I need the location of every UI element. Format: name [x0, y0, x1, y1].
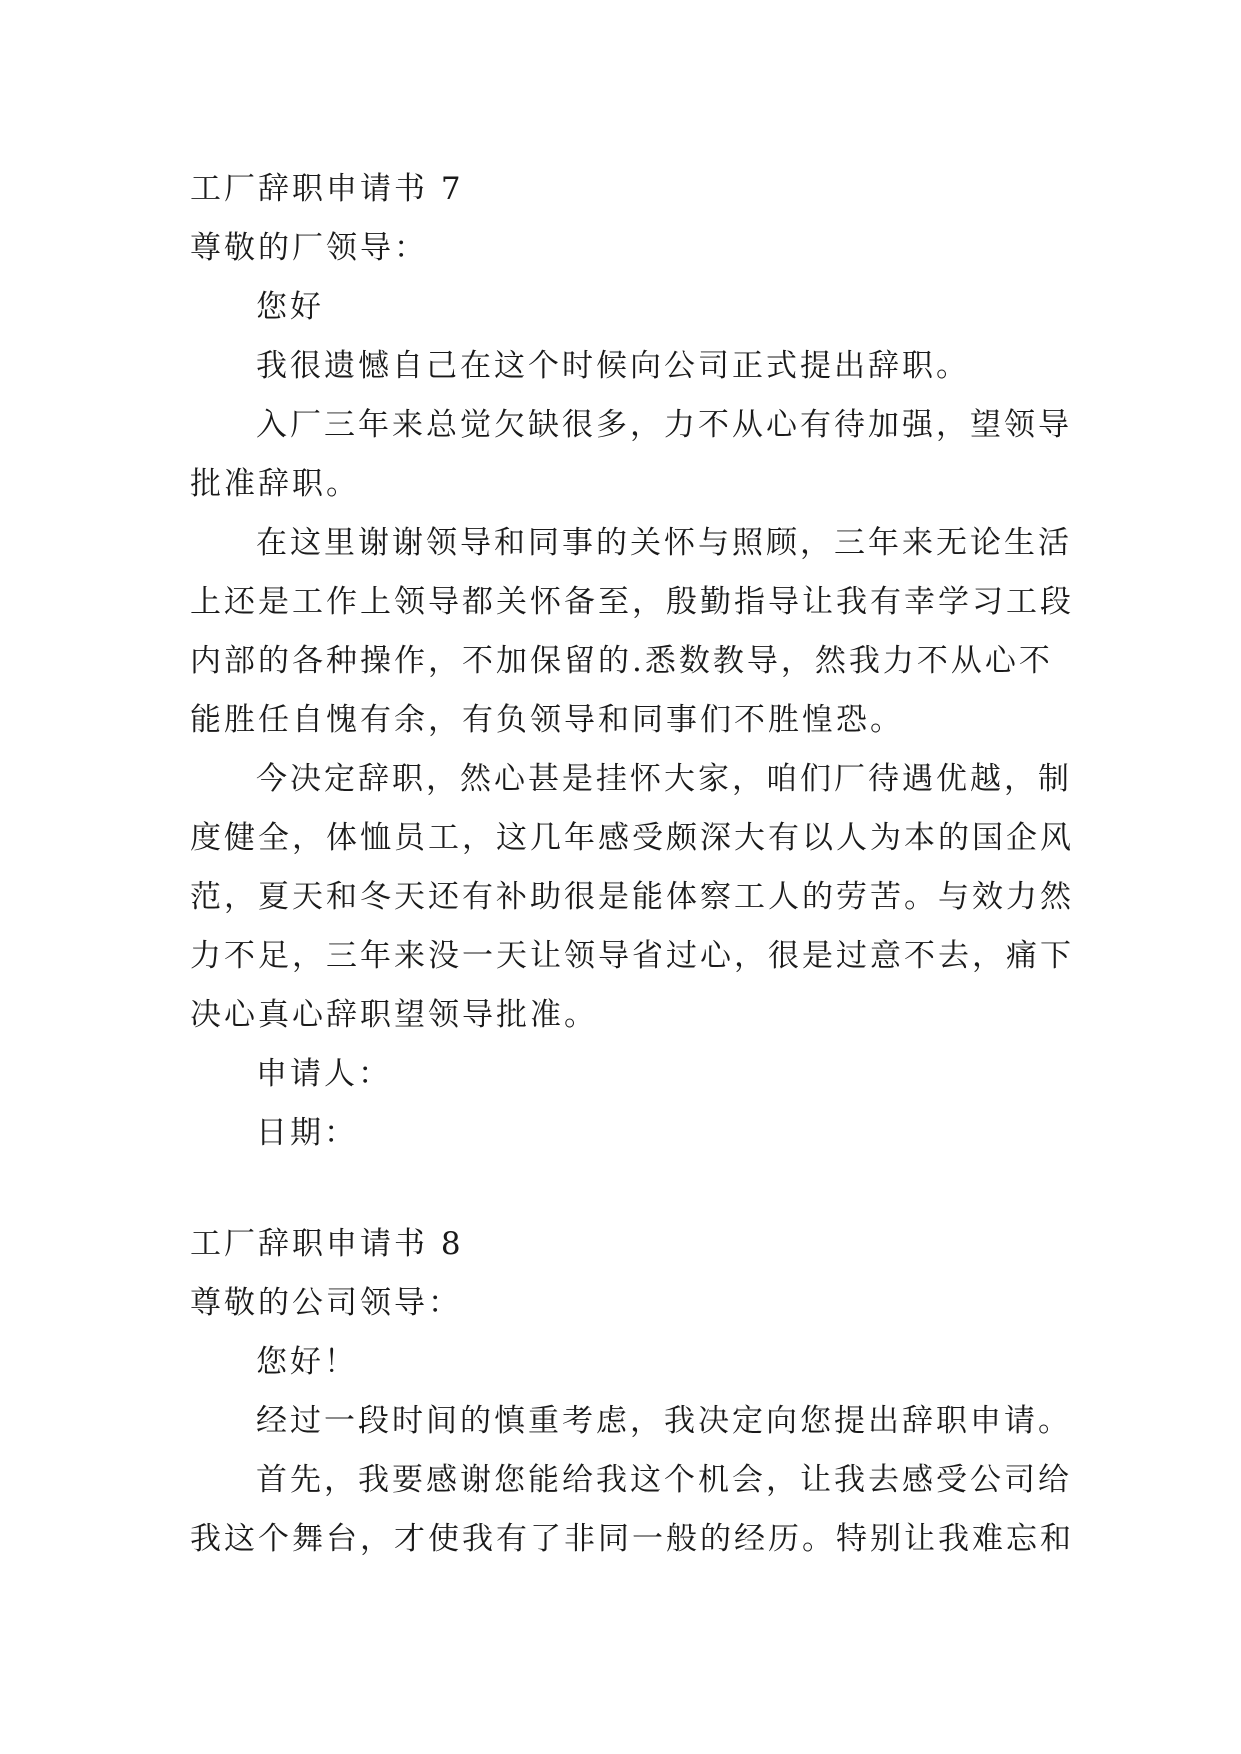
letter-7-title: 工厂辞职申请书 7 [190, 171, 464, 207]
letter-7-paragraph-4-line-4: 力不足，三年来没一天让领导省过心，很是过意不去，痛下 [190, 938, 1074, 974]
letter-8-paragraph-2-line-1: 首先，我要感谢您能给我这个机会，让我去感受公司给 [256, 1462, 1072, 1498]
letter-7-paragraph-2-line-2: 批准辞职。 [190, 466, 360, 502]
letter-8-greeting: 您好！ [256, 1344, 358, 1380]
letter-7-paragraph-4-line-5: 决心真心辞职望领导批准。 [190, 997, 598, 1033]
letter-7-applicant: 申请人： [256, 1056, 392, 1092]
letter-7-paragraph-3-line-2: 上还是工作上领导都关怀备至，殷勤指导让我有幸学习工段 [190, 584, 1074, 620]
letter-7-greeting: 您好 [256, 289, 324, 325]
letter-7-salutation: 尊敬的厂领导： [190, 230, 428, 266]
letter-7-paragraph-1: 我很遗憾自己在这个时候向公司正式提出辞职。 [256, 348, 970, 384]
section-spacer [190, 1163, 1070, 1215]
letter-7-paragraph-4-line-3: 范，夏天和冬天还有补助很是能体察工人的劳苦。与效力然 [190, 879, 1074, 915]
letter-8-paragraph-2-line-2: 我这个舞台，才使我有了非同一般的经历。特别让我难忘和 [190, 1521, 1074, 1557]
letter-7-paragraph-3-line-4: 能胜任自愧有余，有负领导和同事们不胜惶恐。 [190, 702, 904, 738]
letter-8-title: 工厂辞职申请书 8 [190, 1226, 464, 1262]
letter-8-paragraph-1: 经过一段时间的慎重考虑，我决定向您提出辞职申请。 [256, 1403, 1072, 1439]
letter-7-date: 日期： [256, 1115, 358, 1151]
letter-7-paragraph-4-line-1: 今决定辞职，然心甚是挂怀大家，咱们厂待遇优越，制 [256, 761, 1072, 797]
letter-7-paragraph-3-line-1: 在这里谢谢领导和同事的关怀与照顾，三年来无论生活 [256, 525, 1072, 561]
letter-7-paragraph-2-line-1: 入厂三年来总觉欠缺很多，力不从心有待加强，望领导 [256, 407, 1072, 443]
letter-7-paragraph-4-line-2: 度健全，体恤员工，这几年感受颇深大有以人为本的国企风 [190, 820, 1074, 856]
letter-8-salutation: 尊敬的公司领导： [190, 1285, 462, 1321]
document-body [190, 160, 1074, 1569]
letter-7-paragraph-3-line-3: 内部的各种操作，不加保留的.悉数教导，然我力不从心不 [190, 643, 1053, 679]
